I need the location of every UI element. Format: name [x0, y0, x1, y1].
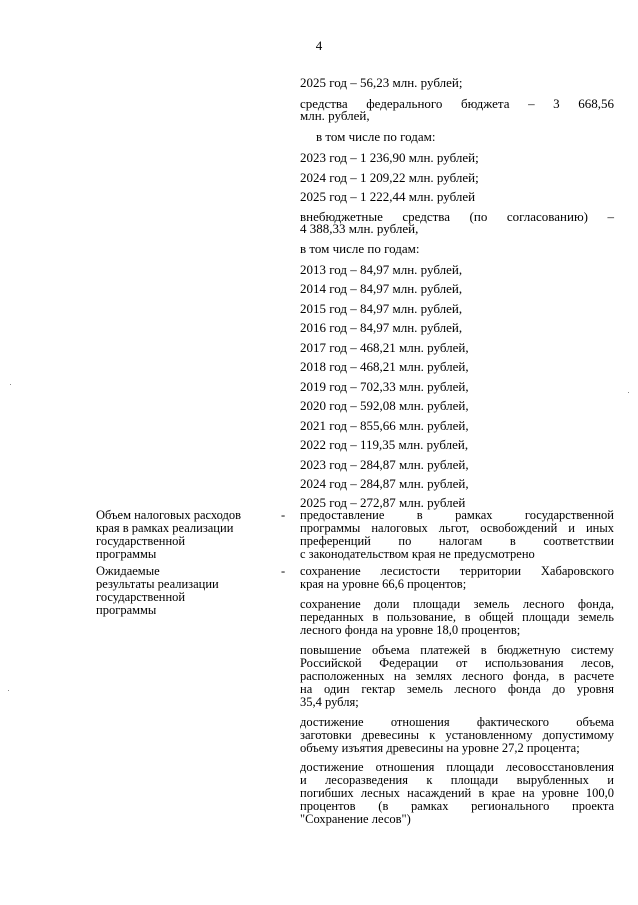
tax-label-line: края в рамках реализации	[96, 521, 234, 535]
results-section-label	[96, 565, 274, 617]
federal-year-line: 2024 год – 1 209,22 млн. рублей;	[300, 170, 479, 185]
result-line: достижение отношения площади лесовосстановления	[300, 760, 614, 774]
tax-section-dash: -	[281, 508, 286, 522]
results-label-line: результаты реализации	[96, 577, 219, 591]
result-line: сохранение доли площади земель лесного фонда,	[300, 597, 614, 611]
extrabudget-line2: 4 388,33 млн. рублей,	[300, 221, 419, 236]
extrabudget-year-line: 2021 год – 855,66 млн. рублей,	[300, 418, 469, 433]
result-line: сохранение лесистости территории Хабаровского	[300, 564, 614, 578]
federal-by-year-label: в том числе по годам:	[316, 129, 436, 144]
scan-speck	[8, 690, 9, 691]
tax-text-line: программы налоговых льгот, освобождений и иных	[300, 521, 614, 535]
federal-budget-line2: млн. рублей,	[300, 108, 370, 123]
extrabudget-year-line: 2025 год – 272,87 млн. рублей	[300, 495, 466, 510]
result-line: повышение объема платежей в бюджетную систему	[300, 643, 614, 657]
result-line: переданных в пользование, в общей площади земель	[300, 610, 614, 624]
result-line: расположенных на землях лесного фонда, в расчете	[300, 669, 614, 683]
extrabudget-year-line: 2019 год – 702,33 млн. рублей,	[300, 379, 469, 394]
extrabudget-year-line: 2022 год – 119,35 млн. рублей,	[300, 437, 469, 452]
result-line: Российской Федерации от использования лесов,	[300, 656, 614, 670]
result-line: заготовки древесины к установленному допустимому	[300, 728, 614, 742]
page-number: 4	[315, 38, 323, 53]
extrabudget-by-year-label: в том числе по годам:	[300, 241, 420, 256]
result-line: на один гектар земель лесного фонда до уровня	[300, 682, 614, 696]
extrabudget-year-line: 2016 год – 84,97 млн. рублей,	[300, 320, 463, 335]
extrabudget-year-line: 2017 год – 468,21 млн. рублей,	[300, 340, 469, 355]
result-line: погибших лесных насаждений в крае на уровне 100,0	[300, 786, 614, 800]
extrabudget-line1: внебюджетные средства (по согласованию) –	[300, 209, 614, 224]
tax-text-line: с законодательством края не предусмотрено	[300, 547, 535, 561]
tax-label-line: Объем налоговых расходов	[96, 508, 242, 522]
result-line: 35,4 рубля;	[300, 695, 359, 709]
extrabudget-year-line: 2018 год – 468,21 млн. рублей,	[300, 359, 469, 374]
scan-speck	[10, 384, 11, 385]
federal-budget-line1: средства федерального бюджета – 3 668,56	[300, 96, 614, 111]
extrabudget-year-line: 2015 год – 84,97 млн. рублей,	[300, 301, 463, 316]
federal-year-line: 2023 год – 1 236,90 млн. рублей;	[300, 150, 479, 165]
results-label-line: государственной	[96, 590, 186, 604]
federal-year-line: 2025 год – 1 222,44 млн. рублей	[300, 189, 476, 204]
result-line: процентов (в рамках регионального проекта	[300, 799, 614, 813]
results-label-line: программы	[96, 603, 157, 617]
result-line: "Сохранение лесов")	[300, 812, 411, 826]
result-line: лесного фонда на уровне 18,0 процентов;	[300, 623, 521, 637]
result-line: достижение отношения фактического объема	[300, 715, 614, 729]
extrabudget-year-line: 2014 год – 84,97 млн. рублей,	[300, 281, 463, 296]
scan-speck	[628, 392, 629, 393]
tax-label-line: государственной	[96, 534, 186, 548]
tax-text-line: преференций по налогам в соответствии	[300, 534, 614, 548]
result-line: объему изъятия древесины на уровне 27,2 процента;	[300, 741, 580, 755]
results-label-line: Ожидаемые	[96, 564, 160, 578]
result-item	[300, 644, 614, 709]
extrabudget-year-line: 2013 год – 84,97 млн. рублей,	[300, 262, 463, 277]
tax-label-line: программы	[96, 547, 157, 561]
result-line: края на уровне 66,6 процентов;	[300, 577, 467, 591]
results-section-dash: -	[281, 564, 286, 578]
tax-text-line: предоставление в рамках государственной	[300, 508, 614, 522]
tax-section-label	[96, 509, 274, 561]
funding-line: 2025 год – 56,23 млн. рублей;	[300, 75, 463, 90]
extrabudget-year-line: 2024 год – 284,87 млн. рублей,	[300, 476, 469, 491]
extrabudget-year-line: 2020 год – 592,08 млн. рублей,	[300, 398, 469, 413]
result-line: и лесоразведения к площади вырубленных и	[300, 773, 614, 787]
extrabudget-year-line: 2023 год – 284,87 млн. рублей,	[300, 457, 469, 472]
result-item	[300, 761, 614, 826]
result-item	[300, 565, 614, 591]
result-item	[300, 598, 614, 637]
result-item	[300, 716, 614, 755]
tax-section-text	[300, 509, 614, 561]
